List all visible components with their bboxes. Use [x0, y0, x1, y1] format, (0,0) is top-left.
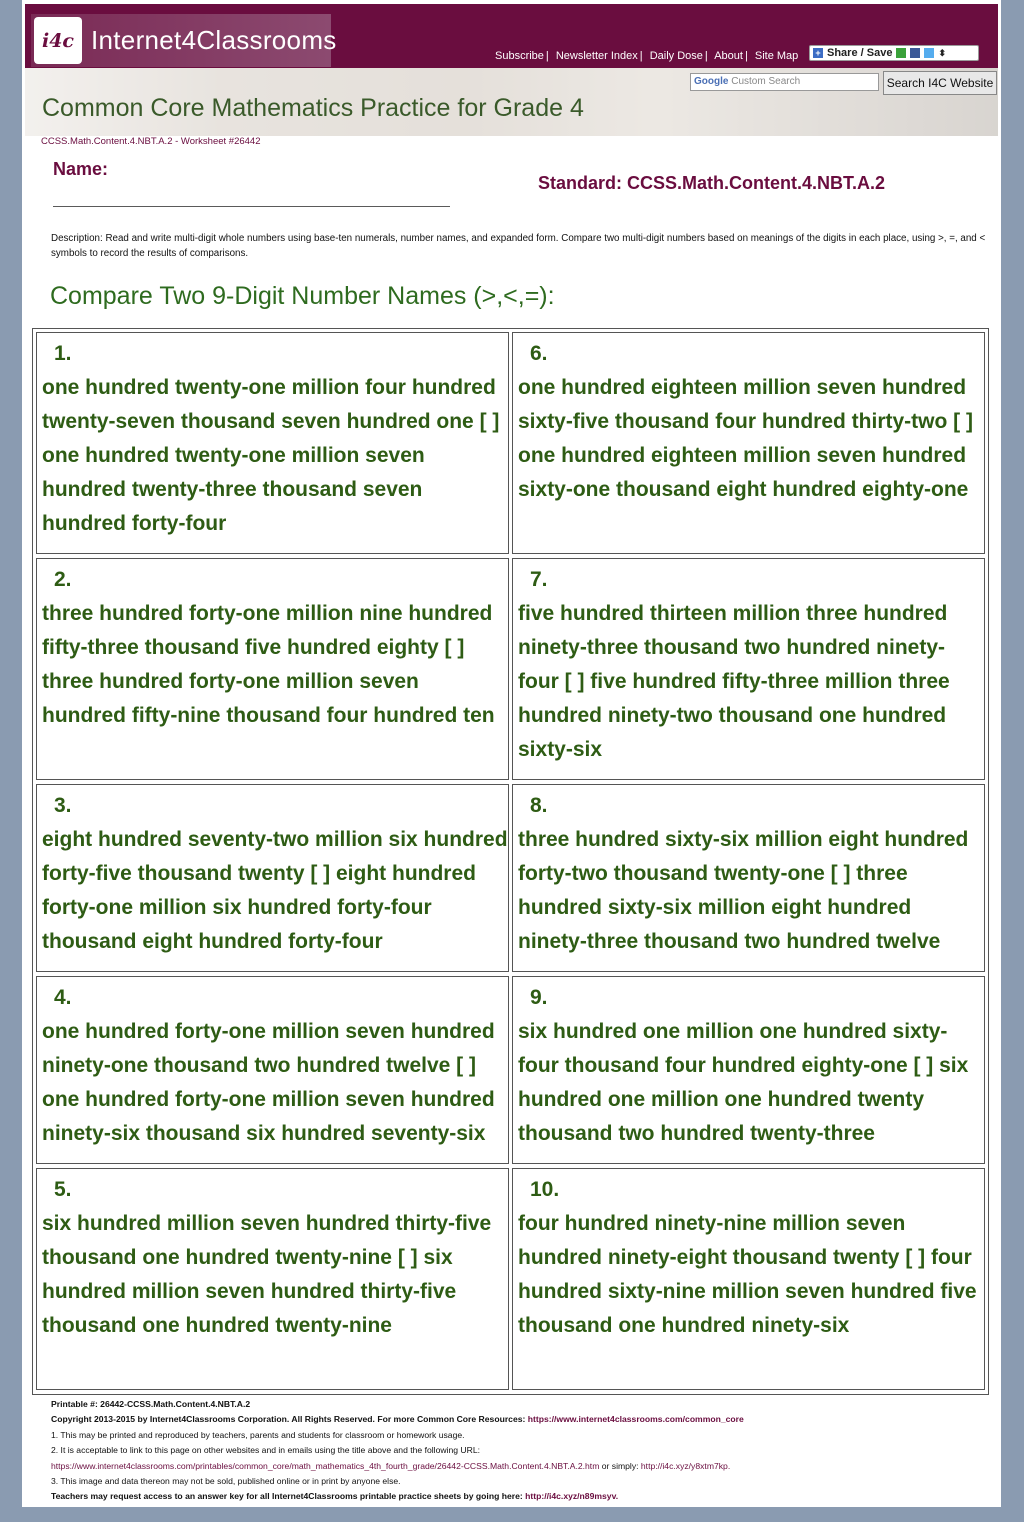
description: Description: Read and write multi-digit whole numbers using base-ten numerals, number names, and expanded form. Compare two multi-digit numbers based on meanings of the digits in each place, using >, =, and < symbols to record the results of comparisons. [51, 233, 986, 259]
problem-text: four hundred ninety-nine million seven hundred ninety-eight thousand twenty [ ] four hundred sixty-nine million seven hundred five thousand one hundred ninety-six [518, 1212, 977, 1337]
logo-badge-icon: i4c [34, 17, 82, 64]
common-core-link[interactable]: https://www.internet4classrooms.com/common_core [527, 1414, 744, 1425]
copyright-text: Copyright 2013-2015 by Internet4Classrooms Corporation. All Rights Reserved. For more Common Core Resources: [51, 1414, 526, 1425]
name-blank-line [53, 206, 450, 207]
problem-cell-8 [512, 784, 985, 972]
site-logo[interactable] [31, 14, 337, 67]
problem-text: six hundred one million one hundred sixty-four thousand four hundred eighty-one [ ] six hundred one million one hundred twenty thousand two hundred twenty-three [518, 1020, 969, 1145]
top-nav: Subscribe | Newsletter Index | Daily Dose | About | Site Map [495, 50, 799, 62]
facebook-icon [910, 48, 920, 58]
problem-cell-1 [36, 332, 509, 554]
problem-text: five hundred thirteen million three hundred ninety-three thousand two hundred ninety-four [ ] five hundred fifty-three million three hundred ninety-two thousand one hundred sixty-six [518, 602, 950, 761]
copyright [51, 1412, 991, 1427]
section-title: Compare Two 9-Digit Number Names (>,<,=): [50, 282, 555, 310]
name-label: Name: [53, 159, 109, 179]
nav-link-subscribe[interactable]: Subscribe [495, 50, 544, 62]
problem-cell-7 [512, 558, 985, 780]
breadcrumb: CCSS.Math.Content.4.NBT.A.2 - Worksheet #26442 [41, 136, 261, 147]
usage-note-3: 3. This image and data thereon may not be sold, published online or in print by anyone else. [51, 1476, 401, 1487]
standard-label: Standard: CCSS.Math.Content.4.NBT.A.2 [538, 173, 886, 193]
problem-text: six hundred million seven hundred thirty-five thousand one hundred twenty-nine [ ] six hundred million seven hundred thirty-five thousand one hundred twenty-nine [42, 1212, 492, 1337]
search-placeholder: Custom Search [731, 76, 801, 87]
worksheet-page [22, 0, 1001, 1507]
search-button[interactable]: Search I4C Website [883, 71, 997, 95]
usage-note-2-url [51, 1459, 991, 1474]
share-save-button[interactable] [809, 45, 979, 61]
site-header [25, 4, 998, 68]
problem-number: 10. [530, 1178, 560, 1201]
nav-link-daily-dose[interactable]: Daily Dose [649, 50, 703, 62]
problem-text: three hundred forty-one million nine hundred fifty-three thousand five hundred eighty [ ] three hundred forty-one million seven hundred fifty-nine thousand four hundred ten [42, 602, 495, 727]
usage-note-2: 2. It is acceptable to link to this page on other websites and in emails using the title above and the following URL: [51, 1445, 480, 1456]
twitter-icon [924, 48, 934, 58]
or-simply-text: or simply: [599, 1460, 641, 1471]
problem-cell-3 [36, 784, 509, 972]
problem-number: 6. [530, 342, 548, 365]
problem-cell-2 [36, 558, 509, 780]
footer [51, 1397, 991, 1505]
nav-link-site-map[interactable]: Site Map [754, 50, 799, 62]
usage-note-1: 1. This may be printed and reproduced by teachers, parents and students for classroom or homework usage. [51, 1429, 465, 1440]
share-icon [896, 48, 906, 58]
problem-text: one hundred eighteen million seven hundred sixty-five thousand four hundred thirty-two [ ] one hundred eighteen million seven hundred sixty-one thousand eight hundred eighty-one [518, 376, 973, 501]
header-banner [25, 68, 998, 136]
problem-cell-4 [36, 976, 509, 1164]
problem-number: 8. [530, 794, 548, 817]
plus-icon: + [813, 48, 823, 58]
dropdown-icon: ⬍ [938, 47, 946, 58]
problem-number: 3. [54, 794, 72, 817]
answer-key-text: Teachers may request access to an answer key for all Internet4Classrooms printable practice sheets by going here: [51, 1491, 523, 1502]
problem-text: three hundred sixty-six million eight hundred forty-two thousand twenty-one [ ] three hundred sixty-six million eight hundred ninety-three thousand two hundred twelve [518, 828, 969, 953]
problem-text: eight hundred seventy-two million six hundred forty-five thousand twenty [ ] eight hundred forty-one million six hundred forty-four thousand eight hundred forty-four [42, 828, 508, 953]
problem-number: 4. [54, 986, 72, 1009]
nav-link-newsletter-index[interactable]: Newsletter Index [555, 50, 638, 62]
answer-key-link[interactable]: http://i4c.xyz/n89msyv. [525, 1491, 619, 1502]
problem-cell-9 [512, 976, 985, 1164]
search-input[interactable] [690, 73, 879, 91]
problem-cell-6 [512, 332, 985, 554]
problem-number: 2. [54, 568, 72, 591]
problem-text: one hundred twenty-one million four hundred twenty-seven thousand seven hundred one [ ] one hundred twenty-one million seven hundred twenty-three thousand seven hundred forty-four [42, 376, 500, 535]
problem-grid [32, 328, 989, 1395]
answer-key-note [51, 1489, 991, 1504]
nav-link-about[interactable]: About [714, 50, 743, 62]
share-label: Share / Save [827, 47, 893, 59]
problem-cell-10 [512, 1168, 985, 1390]
problem-text: one hundred forty-one million seven hundred ninety-one thousand two hundred twelve [ ] one hundred forty-one million seven hundred ninety-six thousand six hundred seventy-six [42, 1020, 495, 1145]
google-logo: Google [694, 76, 729, 87]
problem-cell-5 [36, 1168, 509, 1390]
logo-text: Internet4Classrooms [91, 25, 337, 55]
problem-number: 7. [530, 568, 548, 591]
short-url-link[interactable]: http://i4c.xyz/y8xtm7kp. [640, 1460, 731, 1471]
problem-number: 9. [530, 986, 548, 1009]
problem-number: 1. [54, 342, 72, 365]
page-title: Common Core Mathematics Practice for Grade 4 [42, 94, 584, 122]
worksheet-url-link[interactable]: https://www.internet4classrooms.com/printables/common_core/math_mathematics_4th_fourth_grade/26442-CCSS.Math.Content.4.NBT.A.2.htm [51, 1460, 600, 1471]
printable-number: Printable #: 26442-CCSS.Math.Content.4.NBT.A.2 [51, 1399, 251, 1409]
problem-number: 5. [54, 1178, 72, 1201]
